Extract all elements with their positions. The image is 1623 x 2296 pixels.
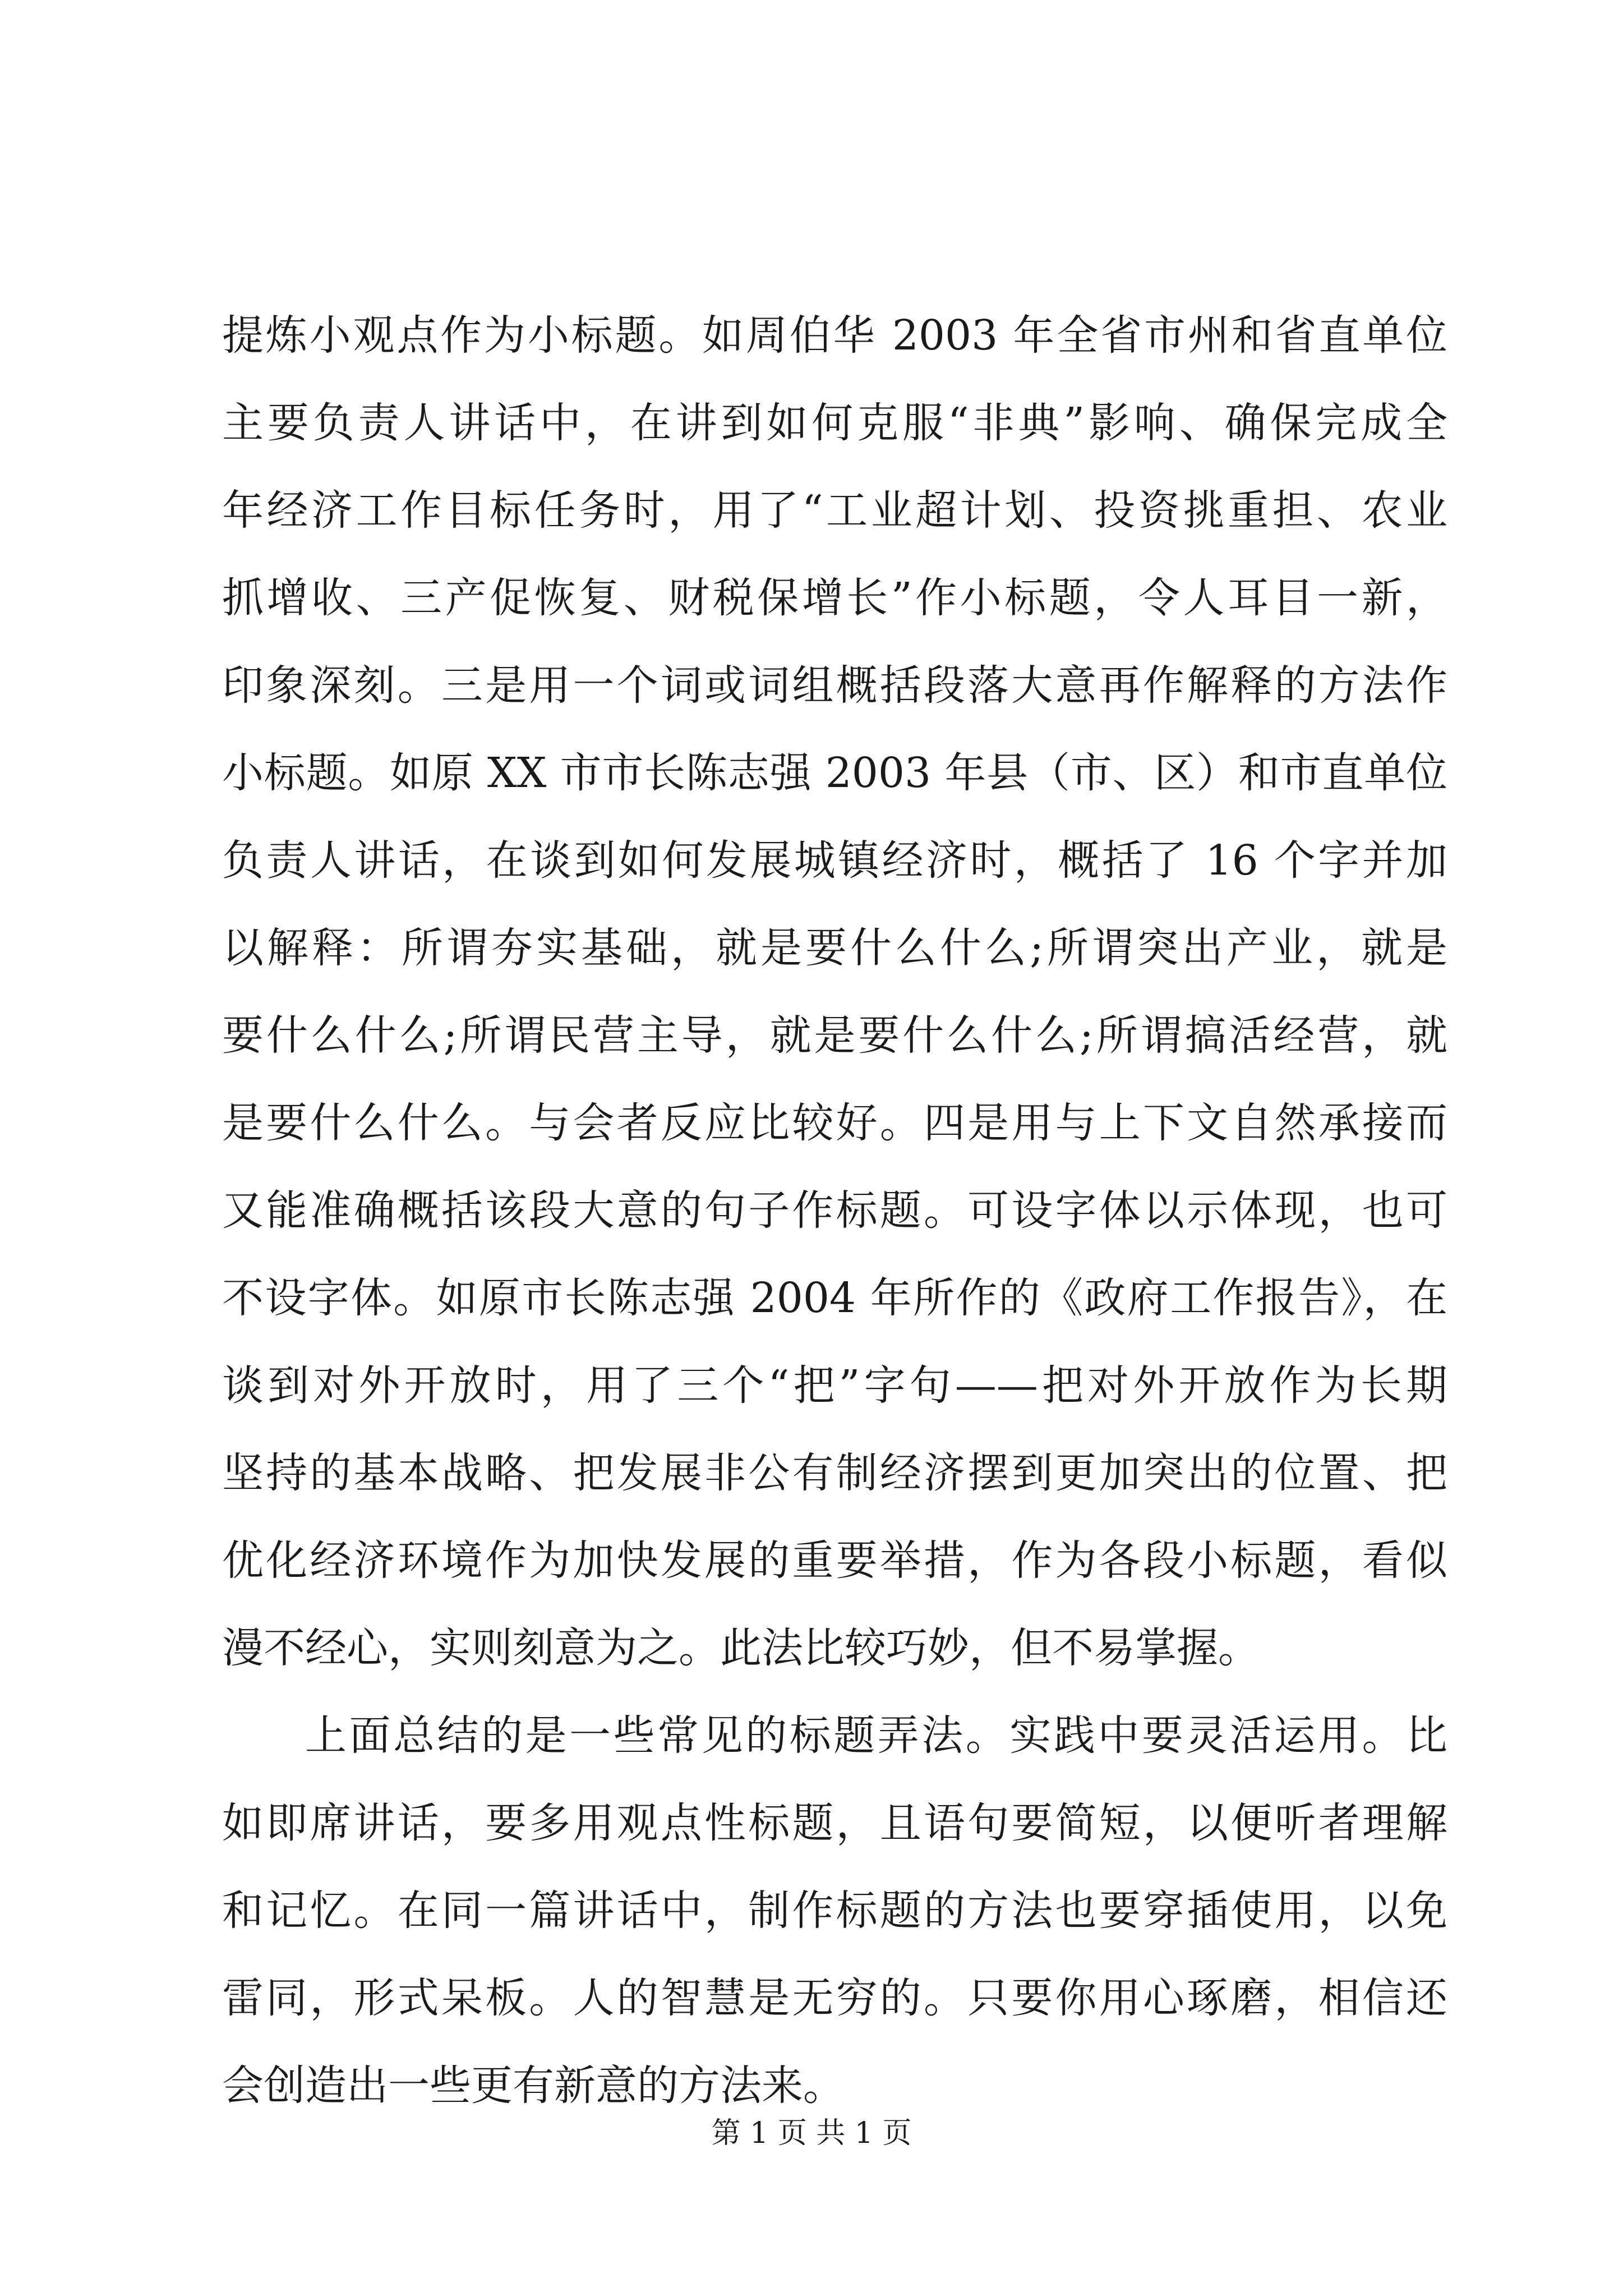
text-line: 和记忆。在同一篇讲话中，制作标题的方法也要穿插使用，以免 [222, 1887, 1447, 1935]
text-line: 是要什么什么。与会者反应比较好。四是用与上下文自然承接而 [222, 1099, 1447, 1147]
page-footer: 第 1 页 共 1 页 [711, 2116, 912, 2150]
paragraph-first-line: 上面总结的是一些常见的标题弄法。实践中要灵活运用。比 [305, 1711, 1447, 1760]
text-line: 谈到对外开放时，用了三个“把”字句——把对外开放作为长期 [222, 1361, 1447, 1410]
text-line: 坚持的基本战略、把发展非公有制经济摆到更加突出的位置、把 [222, 1449, 1447, 1497]
text-line: 主要负责人讲话中，在讲到如何克服“非典”影响、确保完成全 [222, 399, 1447, 447]
text-line: 小标题。如原 XX 市市长陈志强 2003 年县（市、区）和市直单位 [222, 749, 1447, 797]
text-line: 以解释：所谓夯实基础，就是要什么什么;所谓突出产业，就是 [222, 924, 1447, 972]
text-line: 雷同，形式呆板。人的智慧是无穷的。只要你用心琢磨，相信还 [222, 1974, 1447, 2022]
text-line: 抓增收、三产促恢复、财税保增长”作小标题，令人耳目一新， [222, 574, 1447, 622]
body-text [222, 292, 1447, 2129]
text-line: 如即席讲话，要多用观点性标题，且语句要简短，以便听者理解 [222, 1799, 1447, 1847]
text-line: 负责人讲话，在谈到如何发展城镇经济时，概括了 16 个字并加 [222, 836, 1447, 885]
text-line: 优化经济环境作为加快发展的重要举措，作为各段小标题，看似 [222, 1536, 1447, 1585]
text-line: 漫不经心，实则刻意为之。此法比较巧妙，但不易掌握。 [222, 1624, 1260, 1672]
text-line: 年经济工作目标任务时，用了“工业超计划、投资挑重担、农业 [222, 486, 1447, 535]
text-line: 又能准确概括该段大意的句子作标题。可设字体以示体现，也可 [222, 1186, 1447, 1235]
text-line: 要什么什么;所谓民营主导，就是要什么什么;所谓搞活经营，就 [222, 1011, 1447, 1060]
text-line: 提炼小观点作为小标题。如周伯华 2003 年全省市州和省直单位 [222, 311, 1447, 360]
text-line: 印象深刻。三是用一个词或词组概括段落大意再作解释的方法作 [222, 661, 1447, 710]
text-line: 会创造出一些更有新意的方法来。 [222, 2062, 845, 2110]
text-line: 不设字体。如原市长陈志强 2004 年所作的《政府工作报告》，在 [222, 1274, 1447, 1322]
